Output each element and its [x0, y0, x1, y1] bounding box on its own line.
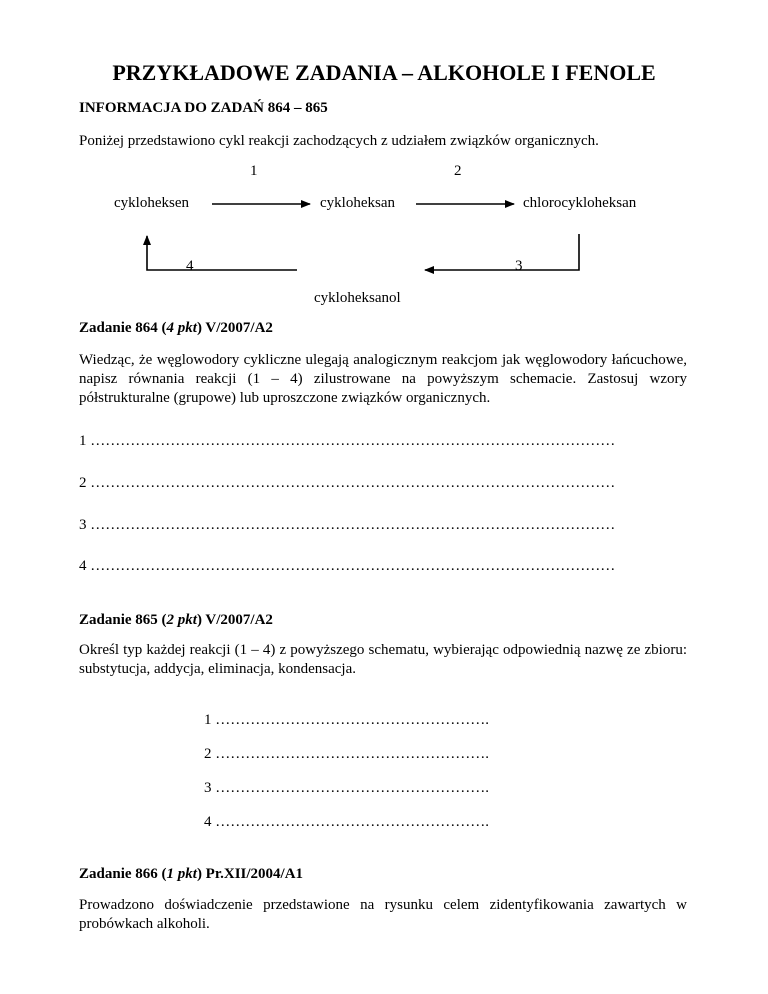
task-866-text: Prowadzono doświadczenie przedstawione na rysunku celem zidentyfikowania zawartych w probówkach alkoholi. [79, 897, 687, 932]
task-866-heading: Zadanie 866 (1 pkt) Pr.XII/2004/A1 [79, 866, 304, 882]
info-heading: INFORMACJA DO ZADAŃ 864 – 865 [79, 100, 328, 116]
reaction-number-1: 1 [250, 163, 258, 179]
task-865-answer-line-1[interactable]: 1 ………………………………………………. [204, 712, 489, 728]
task-865-answer-line-3[interactable]: 3 ………………………………………………. [204, 780, 489, 796]
task-865-text: Określ typ każdej reakcji (1 – 4) z powyższego schematu, wybierając odpowiednią nazwę ze zbioru: substytucja, addycja, eliminacja, kondensacja. [79, 642, 687, 677]
task-864-text: Wiedząc, że węglowodory cykliczne ulegają analogicznym reakcjom jak węglowodory łańcuchowe, napisz równania reakcji (1 – 4) zilustrowane na powyższym schemacie. Zastosuj wzory półstrukturalne (grupowe) lub uproszczone związków organicznych. [79, 352, 687, 406]
compound-cyclohexene: cykloheksen [114, 195, 189, 211]
reaction-number-4: 4 [186, 258, 194, 274]
task-864-heading: Zadanie 864 (4 pkt) V/2007/A2 [79, 320, 273, 336]
compound-cyclohexane: cykloheksan [320, 195, 395, 211]
compound-chlorocyclohexane: chlorocykloheksan [523, 195, 637, 211]
task-864-answer-line-4[interactable]: 4 …………………………………………………………………………………………… [79, 558, 616, 574]
reaction-number-3: 3 [515, 258, 523, 274]
arrow-reaction-4 [147, 236, 297, 270]
page-title: PRZYKŁADOWE ZADANIA – ALKOHOLE I FENOLE [112, 60, 656, 85]
task-864-answer-line-2[interactable]: 2 …………………………………………………………………………………………… [79, 475, 616, 491]
task-864-answer-line-1[interactable]: 1 …………………………………………………………………………………………… [79, 433, 616, 449]
arrow-reaction-3 [425, 234, 579, 270]
reaction-number-2: 2 [454, 163, 462, 179]
compound-cyclohexanol: cykloheksanol [314, 290, 401, 306]
task-865-heading: Zadanie 865 (2 pkt) V/2007/A2 [79, 612, 273, 628]
intro-text: Poniżej przedstawiono cykl reakcji zachodzących z udziałem związków organicznych. [79, 133, 599, 149]
task-864-answer-line-3[interactable]: 3 …………………………………………………………………………………………… [79, 517, 616, 533]
task-865-answer-line-4[interactable]: 4 ………………………………………………. [204, 814, 489, 830]
task-865-answer-line-2[interactable]: 2 ………………………………………………. [204, 746, 489, 762]
